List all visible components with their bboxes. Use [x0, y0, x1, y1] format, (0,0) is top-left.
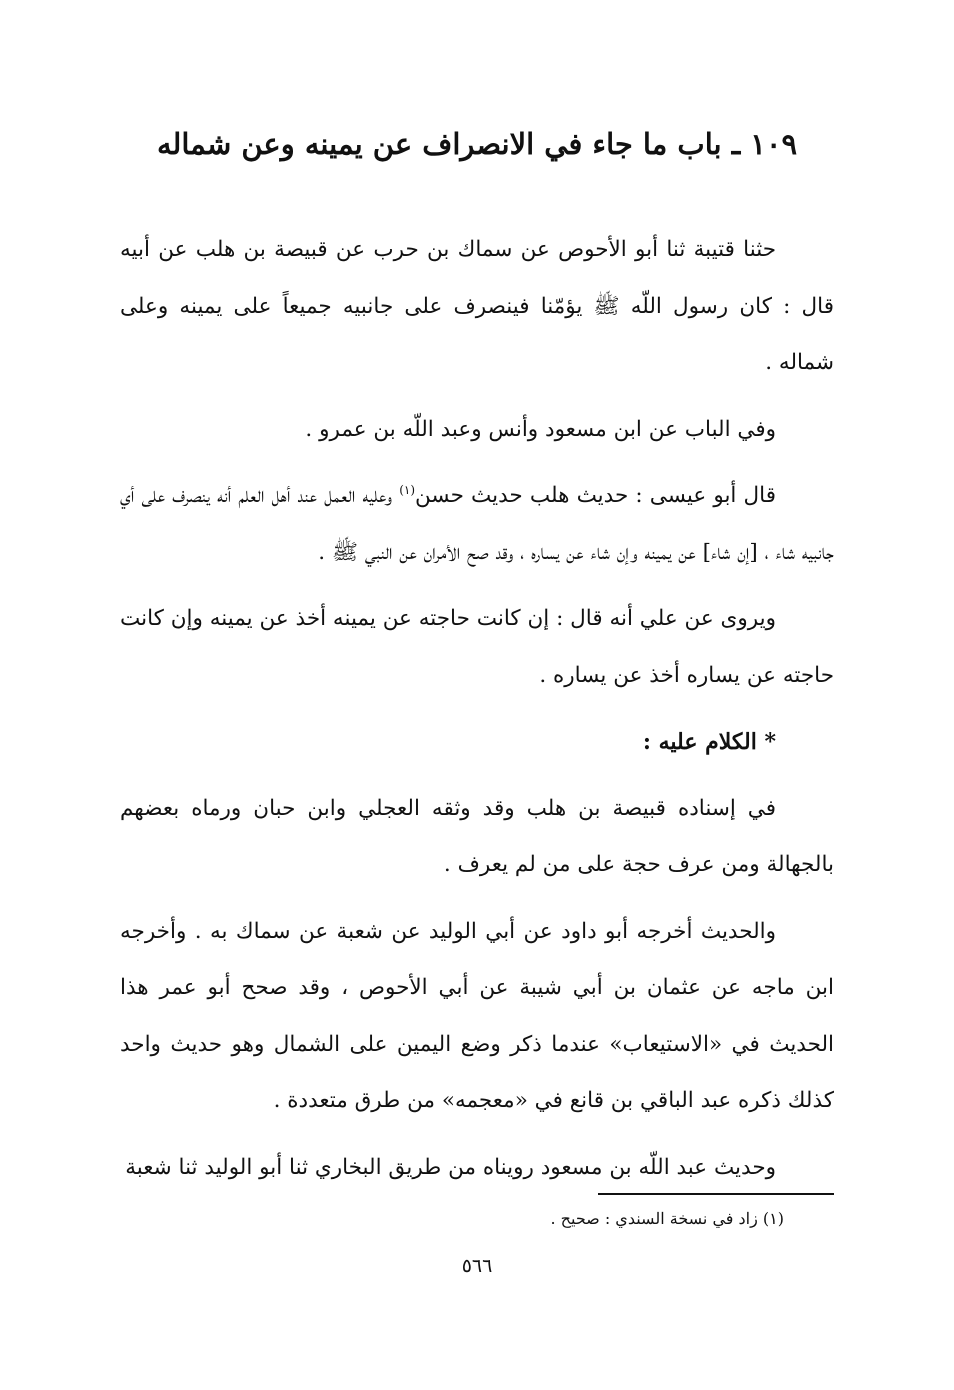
- paragraph-takhrij: والحديث أخرجه أبو داود عن أبي الوليد عن شعبة عن سماك به . وأخرجه ابن ماجه عن عثمان بن أبي شيبة عن أبي الأحوص ، وقد صحح أبو عمر هذا الحديث في «الاستيعاب» عندما ذكر وضع اليمين على الشمال وهو حديث واحد كذلك ذكره عبد الباقي بن قانع في «معجمه» من طرق متعددة .: [120, 918, 834, 1113]
- paragraph-isnad-discussion: في إسناده قبيصة بن هلب وقد وثقه العجلي وابن حبان ورماه بعضهم بالجهالة ومن عرف حجة على من لم يعرف .: [120, 795, 834, 877]
- footnote-separator: [598, 1193, 834, 1195]
- main-text: [120, 222, 834, 1196]
- paragraph-ibn-masud-hadith: وحديث عبد اللّه بن مسعود رويناه من طريق البخاري ثنا أبو الوليد ثنا شعبة: [125, 1154, 776, 1180]
- paragraph-hadith-text: حثنا قتيبة ثنا أبو الأحوص عن سماك بن حرب عن قبيصة بن هلب عن أبيه قال : كان رسول اللّه ﷺ يؤمّنا فينصرف على جانبيه جميعاً على يمينه وعلى شماله .: [120, 237, 834, 375]
- section-subheading: * الكلام عليه :: [642, 729, 776, 755]
- page-number: ٥٦٦: [461, 1255, 493, 1277]
- abu-isa-comment-part2: وعليه العمل عند أهل العلم أنه ينصرف على أي جانبيه شاء ، [إن شاء] عن يمينه وإن شاء عن يساره ، وقد صح الأمران عن النبي ﷺ .: [120, 483, 834, 565]
- abu-isa-comment-part1: قال أبو عيسى : حديث هلب حديث حسن: [415, 483, 776, 508]
- paragraph-abu-isa-comment: [120, 468, 834, 581]
- chapter-heading: ١٠٩ ـ باب ما جاء في الانصراف عن يمينه وعن شماله: [156, 127, 798, 161]
- paragraph-also-in-chapter: وفي الباب عن ابن مسعود وأنس وعبد اللّه بن عمرو .: [305, 416, 776, 442]
- footnote: (١) زاد في نسخة السندي : صحيح .: [550, 1209, 784, 1228]
- footnote-marker: (١): [399, 482, 416, 497]
- paragraph-ali-narration: ويروى عن علي أنه قال : إن كانت حاجته عن يمينه أخذ عن يمينه وإن كانت حاجته عن يساره أخذ عن يساره .: [120, 606, 834, 688]
